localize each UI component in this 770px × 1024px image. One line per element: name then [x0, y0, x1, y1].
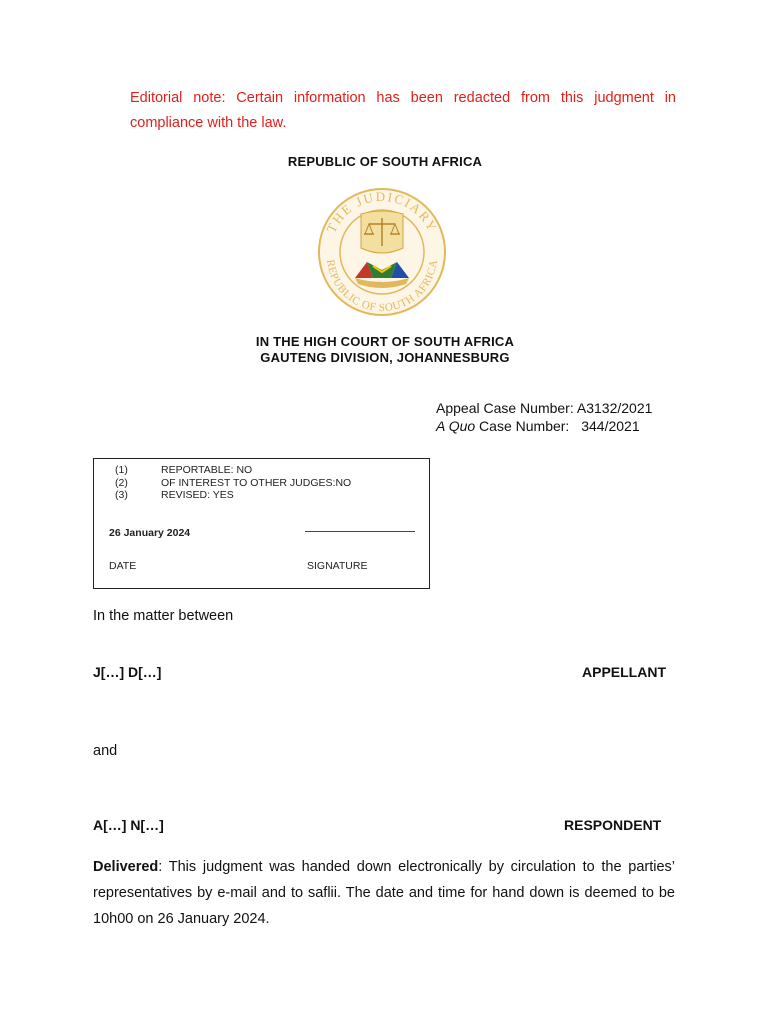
status-item-revised: REVISED: YES	[161, 489, 234, 501]
respondent-role: RESPONDENT	[564, 817, 662, 833]
republic-heading: REPUBLIC OF SOUTH AFRICA	[287, 154, 483, 169]
signature-label: SIGNATURE	[307, 560, 368, 572]
status-box	[93, 458, 430, 589]
court-name: IN THE HIGH COURT OF SOUTH AFRICA	[255, 334, 515, 349]
status-item-interest: OF INTEREST TO OTHER JUDGES:NO	[161, 477, 352, 489]
judiciary-seal-icon	[311, 186, 453, 316]
court-heading	[0, 334, 770, 366]
status-item-number: (1)	[115, 464, 128, 476]
appeal-case-value: A3132/2021	[576, 400, 653, 416]
appeal-case-label: Appeal Case Number:	[436, 400, 574, 416]
and-separator: and	[93, 743, 118, 759]
delivered-paragraph	[93, 854, 675, 932]
date-label: DATE	[109, 560, 137, 572]
svg-text:THE JUDICIARY: THE JUDICIARY	[323, 188, 441, 235]
court-division: GAUTENG DIVISION, JOHANNESBURG	[260, 350, 510, 365]
delivered-text: : This judgment was handed down electronically by circulation to the parties’ representatives by e-mail and to saflii. The date and time for hand down is deemed to be 10h00 on 26 January 2024.	[93, 859, 675, 927]
judgment-date: 26 January 2024	[109, 527, 191, 539]
a-quo-case-value: 344/2021	[581, 418, 640, 434]
judiciary-seal	[311, 186, 453, 316]
appeal-case-number	[436, 399, 652, 417]
svg-text:REPUBLIC OF SOUTH AFRICA: REPUBLIC OF SOUTH AFRICA	[324, 258, 440, 315]
a-quo-case-number	[436, 417, 652, 435]
status-item-number: (3)	[115, 489, 128, 501]
appellant-role: APPELLANT	[582, 664, 666, 680]
a-quo-label-italic: A Quo	[436, 418, 476, 434]
status-item-number: (2)	[115, 477, 128, 489]
matter-intro: In the matter between	[93, 608, 234, 624]
status-item-reportable: REPORTABLE: NO	[161, 464, 253, 476]
delivered-label: Delivered	[93, 859, 159, 875]
respondent-name: A[…] N[…]	[93, 817, 164, 833]
signature-line	[305, 531, 415, 532]
editorial-note: Editorial note: Certain information has been redacted from this judgment in compliance with the law.	[130, 90, 676, 131]
a-quo-case-label: Case Number:	[475, 418, 570, 434]
case-numbers	[436, 399, 652, 435]
appellant-name: J[…] D[…]	[93, 664, 162, 680]
